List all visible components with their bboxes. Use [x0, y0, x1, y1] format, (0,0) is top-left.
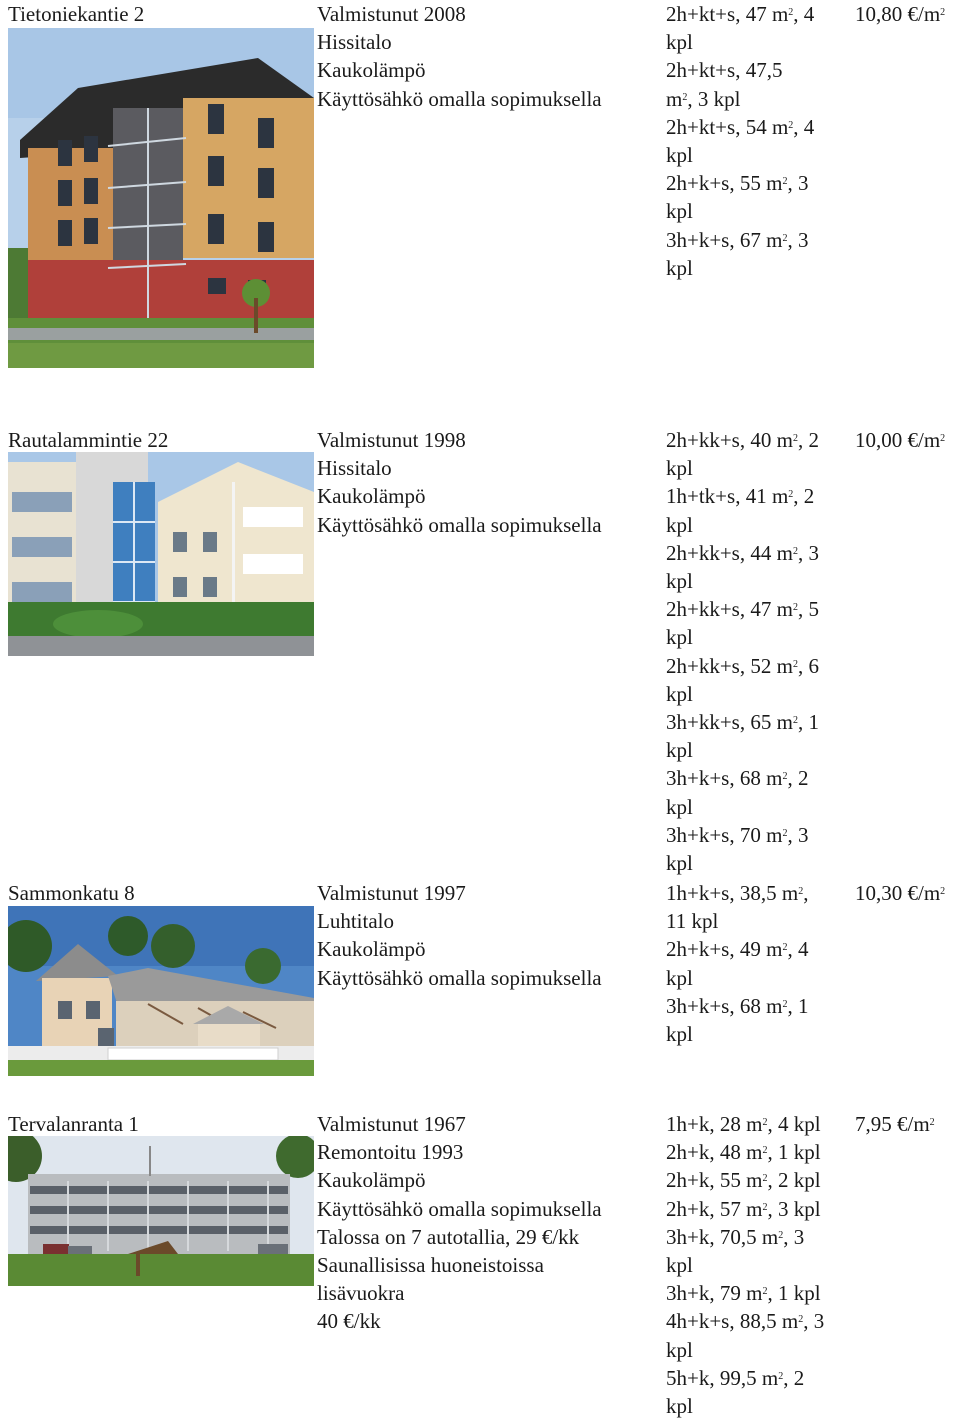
apartment-line: 2h+kk+s, 44 $m^2$, 3: [666, 540, 819, 565]
apartment-line: 3h+kk+s, 65 $m^2$, 1: [666, 710, 819, 735]
apartment-list: [666, 426, 851, 877]
property-details: [317, 1110, 657, 1336]
detail-line: Valmistunut 1998: [317, 428, 466, 452]
apartment-line: 2h+k+s, 49 $m^2$, 4: [666, 937, 809, 962]
brick-apartment-building-photo: [8, 28, 314, 368]
apartment-line: 1h+tk+s, 41 $m^2$, 2: [666, 484, 815, 509]
apartment-line: kpl: [666, 681, 693, 706]
apartment-line: 2h+kt+s, 47,5: [666, 58, 783, 83]
property-address: Tervalanranta 1: [8, 1112, 139, 1136]
detail-line: Talossa on 7 autotallia, 29 €/kk: [317, 1224, 580, 1249]
apartment-line: kpl: [666, 255, 693, 280]
apartment-line: 3h+k+s, 67 $m^2$, 3: [666, 227, 809, 252]
detail-line: lisävuokra: [317, 1281, 405, 1306]
detail-line: Käyttösähkö omalla sopimuksella: [317, 512, 602, 537]
rent-per-m2: 10,00 $€/m^2$: [855, 428, 946, 452]
rent-per-m2: 10,80 $€/m^2$: [855, 2, 946, 26]
apartment-line: kpl: [666, 143, 693, 168]
apartment-line: 3h+k, 70,5 $m^2$, 3: [666, 1224, 805, 1249]
property-details: [317, 0, 657, 113]
detail-line: Saunallisissa huoneistoissa: [317, 1253, 544, 1278]
rent-per-m2: 10,30 $€/m^2$: [855, 881, 946, 905]
detail-line: Valmistunut 1967: [317, 1112, 466, 1136]
apartment-line: 3h+k, 79 $m^2$, 1 kpl: [666, 1281, 821, 1306]
apartment-line: kpl: [666, 965, 693, 990]
detail-line: Käyttösähkö omalla sopimuksella: [317, 965, 602, 990]
apartment-line: kpl: [666, 738, 693, 763]
apartment-line: kpl: [666, 1022, 693, 1047]
detail-line: Käyttösähkö omalla sopimuksella: [317, 1196, 602, 1221]
detail-line: Kaukolämpö: [317, 58, 426, 83]
apartment-line: kpl: [666, 456, 693, 481]
property-photo: [8, 452, 314, 656]
apartment-line: $m^2$, 3 kpl: [666, 86, 741, 111]
apartment-line: kpl: [666, 625, 693, 650]
detail-line: Luhtitalo: [317, 909, 394, 934]
detail-line: Kaukolämpö: [317, 484, 426, 509]
apartment-building-with-glass-stairwell-photo: [8, 452, 314, 656]
property-photo: [8, 28, 314, 368]
property-details: [317, 879, 657, 992]
apartment-line: kpl: [666, 1394, 693, 1419]
apartment-line: 2h+kk+s, 40 $m^2$, 2: [666, 428, 819, 452]
detail-line: 40 €/kk: [317, 1309, 381, 1334]
detail-line: Hissitalo: [317, 456, 392, 481]
detail-line: Kaukolämpö: [317, 937, 426, 962]
detail-line: Valmistunut 2008: [317, 2, 466, 26]
apartment-line: 3h+k+s, 68 $m^2$, 1: [666, 993, 809, 1018]
property-photo: [8, 906, 314, 1076]
detail-line: Hissitalo: [317, 30, 392, 55]
apartment-line: 3h+k+s, 68 $m^2$, 2: [666, 766, 809, 791]
terraced-houses-photo: [8, 906, 314, 1076]
apartment-list: [666, 0, 851, 282]
apartment-line: 4h+k+s, 88,5 $m^2$, 3: [666, 1309, 825, 1334]
apartment-line: kpl: [666, 569, 693, 594]
apartment-list: [666, 1110, 851, 1420]
apartment-line: 2h+k+s, 55 $m^2$, 3: [666, 171, 809, 196]
apartment-line: kpl: [666, 30, 693, 55]
apartment-line: 2h+kk+s, 47 $m^2$, 5: [666, 597, 819, 622]
apartment-line: 11 kpl: [666, 909, 719, 934]
apartment-line: kpl: [666, 794, 693, 819]
apartment-line: kpl: [666, 199, 693, 224]
apartment-line: 2h+k, 48 $m^2$, 1 kpl: [666, 1140, 821, 1165]
apartment-line: 2h+k, 57 $m^2$, 3 kpl: [666, 1196, 821, 1221]
apartment-line: kpl: [666, 1253, 693, 1278]
apartment-list: [666, 879, 851, 1048]
apartment-line: 1h+k, 28 $m^2$, 4 kpl: [666, 1112, 821, 1136]
apartment-line: 5h+k, 99,5 $m^2$, 2: [666, 1365, 805, 1390]
apartment-line: kpl: [666, 1337, 693, 1362]
detail-line: Käyttösähkö omalla sopimuksella: [317, 86, 602, 111]
apartment-line: kpl: [666, 512, 693, 537]
property-address: Rautalammintie 22: [8, 428, 169, 452]
long-apartment-block-photo: [8, 1136, 314, 1286]
property-photo: [8, 1136, 314, 1286]
apartment-line: 2h+kt+s, 47 $m^2$, 4: [666, 2, 815, 26]
rent-per-m2: 7,95 $€/m^2$: [855, 1112, 935, 1136]
apartment-line: 2h+kk+s, 52 $m^2$, 6: [666, 653, 819, 678]
detail-line: Remontoitu 1993: [317, 1140, 464, 1165]
apartment-line: kpl: [666, 851, 693, 876]
property-address: Sammonkatu 8: [8, 881, 135, 905]
detail-line: Kaukolämpö: [317, 1168, 426, 1193]
property-details: [317, 426, 657, 539]
apartment-line: 1h+k+s, 38,5 $m^2$,: [666, 881, 809, 905]
detail-line: Valmistunut 1997: [317, 881, 466, 905]
apartment-line: 2h+k, 55 $m^2$, 2 kpl: [666, 1168, 821, 1193]
apartment-line: 2h+kt+s, 54 $m^2$, 4: [666, 114, 815, 139]
apartment-line: 3h+k+s, 70 $m^2$, 3: [666, 822, 809, 847]
property-address: Tietoniekantie 2: [8, 2, 145, 26]
